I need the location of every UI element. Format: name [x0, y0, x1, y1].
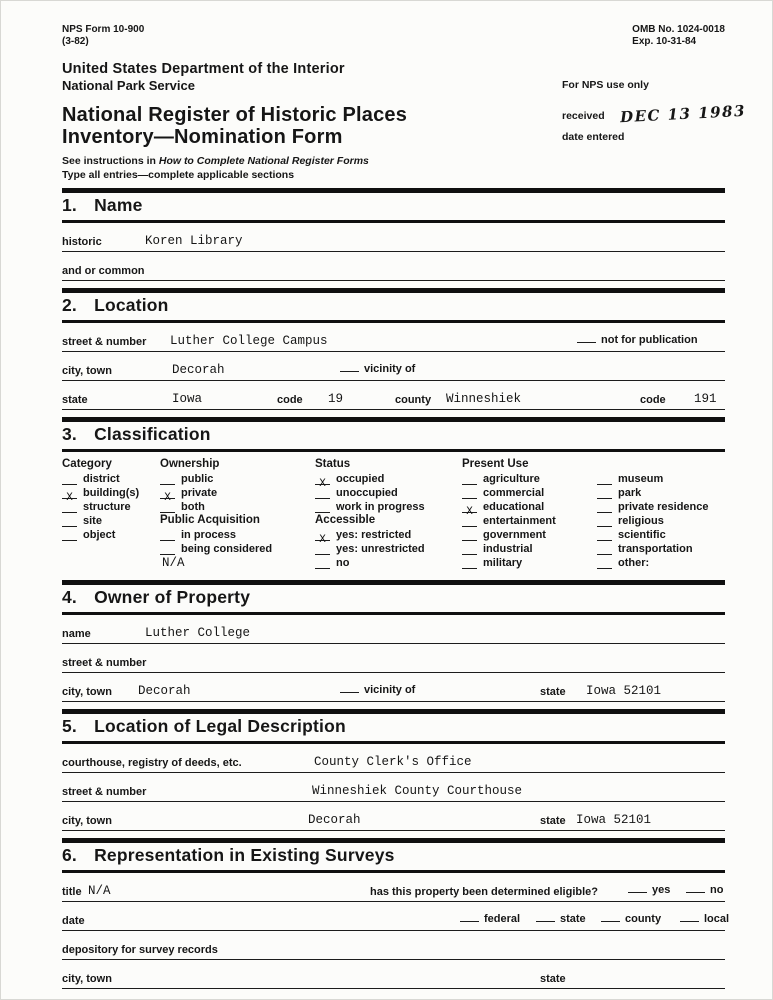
checkbox-blank: [597, 543, 612, 555]
checkbox-blank: [462, 515, 477, 527]
present-use-spacer: [597, 457, 725, 471]
historic-label: historic: [62, 236, 102, 248]
owner-city-value: Decorah: [138, 684, 191, 698]
checkbox-mark: X: [466, 506, 473, 518]
field-row-state: [62, 381, 725, 410]
checkbox-label: agriculture: [483, 473, 540, 485]
level-local-group: [680, 909, 729, 927]
blank-line: [577, 334, 596, 343]
blank-line: [340, 684, 359, 693]
checkbox-label: no: [336, 557, 350, 569]
section-number: 6.: [62, 845, 77, 865]
service-title: National Park Service: [62, 78, 195, 93]
eligible-question: has this property been determined eligible?: [370, 886, 598, 898]
blank-line: [536, 913, 555, 922]
accessible-header: Accessible: [315, 514, 376, 526]
field-row-street: [62, 323, 725, 352]
field-row-owner-name: [62, 615, 725, 644]
received-label: received: [562, 110, 605, 122]
section-header-surveys: [62, 838, 725, 873]
checkbox-label: occupied: [336, 473, 385, 485]
checkbox-label: park: [618, 487, 642, 499]
date-entered-label: date entered: [562, 131, 625, 143]
nps-use-box: [562, 79, 746, 143]
vicinity-label: vicinity of: [364, 363, 416, 375]
checkbox-commercial: [462, 485, 597, 499]
checkbox-blank: [597, 529, 612, 541]
vicinity-group: [340, 359, 415, 377]
section-header-owner: [62, 580, 725, 615]
checkbox-label: yes: unrestricted: [336, 543, 425, 555]
public-acquisition-header: Public Acquisition: [160, 514, 260, 526]
checkbox-blank: [62, 473, 77, 485]
status-column: [315, 457, 462, 570]
blank-line: [680, 913, 699, 922]
legal-state-label: state: [540, 815, 566, 827]
survey-date-label: date: [62, 915, 85, 927]
depository-label: depository for survey records: [62, 944, 218, 956]
checkbox-industrial: [462, 541, 597, 555]
not-for-publication-label: not for publication: [601, 334, 698, 346]
owner-state-value: Iowa 52101: [586, 684, 662, 698]
historic-value: Koren Library: [145, 234, 243, 248]
field-row-common-name: [62, 252, 725, 281]
checkbox-blank: [315, 501, 330, 513]
level-local-label: local: [704, 913, 730, 925]
checkbox-blank: [315, 529, 330, 546]
checkbox-label: site: [83, 515, 102, 527]
courthouse-label: courthouse, registry of deeds, etc.: [62, 757, 242, 769]
checkbox-public: [160, 471, 315, 485]
checkbox-park: [597, 485, 725, 499]
checkbox-mark: X: [66, 492, 73, 504]
level-county-label: county: [625, 913, 662, 925]
blank-line: [601, 913, 620, 922]
category-column: [62, 457, 160, 570]
checkbox-label: government: [483, 529, 546, 541]
checkbox-being-considered: [160, 541, 315, 555]
eligible-yes-group: [628, 880, 670, 898]
form-title-line2: Inventory—Nomination Form: [62, 126, 343, 148]
checkbox-label: public: [181, 473, 214, 485]
checkbox-blank: [462, 501, 477, 518]
instructions-prefix: See instructions in: [62, 155, 159, 167]
checkbox-blank: [62, 487, 77, 504]
blank-line: [628, 884, 647, 893]
checkbox-label: private: [181, 487, 218, 499]
checkbox-label: unoccupied: [336, 487, 398, 499]
checkbox-label: object: [83, 529, 116, 541]
owner-street-label: street & number: [62, 657, 147, 669]
checkbox-military: [462, 555, 597, 569]
checkbox-label: military: [483, 557, 523, 569]
checkbox-label: religious: [618, 515, 664, 527]
code-label: code: [277, 394, 303, 406]
state-code-value: 19: [328, 392, 344, 406]
section-title: Location: [94, 295, 169, 315]
checkbox-blank: [597, 557, 612, 569]
checkbox-private-residence: [597, 499, 725, 513]
checkbox-occupied: [315, 471, 462, 490]
survey-title-label: title: [62, 886, 82, 898]
section-number: 3.: [62, 424, 77, 444]
checkbox-blank: [315, 487, 330, 499]
checkbox-blank: [160, 501, 175, 513]
checkbox-blank: [62, 529, 77, 541]
instructions-line1: [62, 155, 725, 167]
checkbox-educational: [462, 499, 597, 518]
owner-state-label: state: [540, 686, 566, 698]
checkbox-blank: [160, 543, 175, 555]
section-title: Name: [94, 195, 143, 215]
checkbox-label: industrial: [483, 543, 533, 555]
form-header: [62, 61, 746, 181]
form-revision: (3-82): [62, 36, 89, 47]
checkbox-district: [62, 471, 160, 485]
checkbox-entertainment: [462, 513, 597, 527]
field-row-depository: [62, 931, 725, 960]
legal-city-label: city, town: [62, 815, 112, 827]
field-row-owner-city: [62, 673, 725, 702]
checkbox-object: [62, 527, 160, 541]
checkbox-label: being considered: [181, 543, 273, 555]
street-label: street & number: [62, 336, 147, 348]
legal-state-value: Iowa 52101: [576, 813, 652, 827]
ownership-header: Ownership: [160, 458, 220, 470]
checkbox-label: transportation: [618, 543, 693, 555]
section-title: Classification: [94, 424, 211, 444]
checkbox-blank: [462, 557, 477, 569]
field-row-courthouse: [62, 744, 725, 773]
checkbox-blank: [62, 515, 77, 527]
field-row-legal-street: [62, 773, 725, 802]
checkbox-work-in-progress: [315, 499, 462, 513]
state-value: Iowa: [172, 392, 203, 406]
checkbox-blank: [462, 529, 477, 541]
field-row-historic: [62, 223, 725, 252]
form-number-block: [62, 24, 144, 48]
checkbox-label: yes: restricted: [336, 529, 412, 541]
level-state-label: state: [560, 913, 586, 925]
county-value: Winneshiek: [446, 392, 522, 406]
checkbox-blank: [597, 487, 612, 499]
checkbox-unoccupied: [315, 485, 462, 499]
checkbox-mark: X: [319, 478, 326, 490]
checkbox-label: structure: [83, 501, 131, 513]
instructions-manual-title: How to Complete National Register Forms: [158, 155, 369, 167]
category-header: Category: [62, 458, 112, 470]
checkbox-blank: [160, 529, 175, 541]
checkbox-blank: [315, 557, 330, 569]
section-header-legal: [62, 709, 725, 744]
county-label: county: [395, 394, 432, 406]
owner-vicinity-label: vicinity of: [364, 684, 416, 696]
survey-title-value: N/A: [88, 884, 111, 898]
eligible-no-label: no: [710, 884, 724, 896]
section-title: Location of Legal Description: [94, 716, 346, 736]
legal-city-value: Decorah: [308, 813, 361, 827]
checkbox-private: [160, 485, 315, 504]
checkbox-site: [62, 513, 160, 527]
field-row-survey-title: [62, 873, 725, 902]
checkbox-yes-restricted: [315, 527, 462, 546]
checkbox-museum: [597, 471, 725, 485]
nps-use-only-label: For NPS use only: [562, 79, 649, 91]
city-value: Decorah: [172, 363, 225, 377]
checkbox-label: scientific: [618, 529, 666, 541]
public-acquisition-na-value: N/A: [162, 556, 185, 570]
form-meta: [62, 24, 725, 48]
blank-line: [686, 884, 705, 893]
owner-city-label: city, town: [62, 686, 112, 698]
checkbox-blank: [462, 487, 477, 499]
field-row-legal-city: [62, 802, 725, 831]
level-federal-label: federal: [484, 913, 521, 925]
code2-label: code: [640, 394, 666, 406]
level-county-group: [601, 909, 661, 927]
survey-state-label: state: [540, 973, 566, 985]
city-label: city, town: [62, 365, 112, 377]
checkbox-label: private residence: [618, 501, 709, 513]
level-state-group: [536, 909, 586, 927]
checkbox-label: building(s): [83, 487, 140, 499]
checkbox-blank: [462, 473, 477, 485]
received-row: [562, 101, 746, 127]
section-header-name: [62, 188, 725, 223]
checkbox-no: [315, 555, 462, 569]
field-row-owner-street: [62, 644, 725, 673]
field-row-city: [62, 352, 725, 381]
blank-line: [460, 913, 479, 922]
checkbox-blank: [62, 501, 77, 513]
checkbox-label: museum: [618, 473, 664, 485]
checkbox-government: [462, 527, 597, 541]
checkbox-label: other:: [618, 557, 650, 569]
street-value: Luther College Campus: [170, 334, 328, 348]
checkbox-yes-unrestricted: [315, 541, 462, 555]
section-title: Owner of Property: [94, 587, 251, 607]
ownership-column: [160, 457, 315, 570]
checkbox-mark: X: [319, 534, 326, 546]
not-for-publication-group: [577, 330, 698, 348]
checkbox-label: entertainment: [483, 515, 556, 527]
checkbox-religious: [597, 513, 725, 527]
present-use-column-1: [462, 457, 597, 570]
courthouse-value: County Clerk's Office: [314, 755, 472, 769]
checkbox-blank: [160, 487, 175, 504]
omb-expiration: Exp. 10-31-84: [632, 36, 697, 47]
checkbox-blank: [597, 515, 612, 527]
legal-street-label: street & number: [62, 786, 147, 798]
department-title: United States Department of the Interior: [62, 61, 345, 77]
omb-number: OMB No. 1024-0018: [632, 24, 725, 35]
survey-city-label: city, town: [62, 973, 112, 985]
checkbox-blank: [597, 501, 612, 513]
section-title: Representation in Existing Surveys: [94, 845, 395, 865]
checkbox-other: [597, 555, 725, 569]
present-use-header: Present Use: [462, 458, 529, 470]
legal-street-value: Winneshiek County Courthouse: [312, 784, 523, 798]
field-row-survey-city: [62, 960, 725, 989]
level-federal-group: [460, 909, 520, 927]
checkbox-blank: [462, 543, 477, 555]
state-label: state: [62, 394, 88, 406]
checkbox-label: both: [181, 501, 205, 513]
form-number: NPS Form 10-900: [62, 24, 145, 35]
section-number: 5.: [62, 716, 77, 736]
omb-block: [632, 24, 725, 48]
owner-vicinity-group: [340, 680, 415, 698]
section-number: 4.: [62, 587, 77, 607]
checkbox-blank: [315, 473, 330, 490]
common-name-label: and or common: [62, 265, 145, 277]
county-code-value: 191: [694, 392, 717, 406]
checkbox-agriculture: [462, 471, 597, 485]
checkbox-buildings: [62, 485, 160, 504]
checkbox-blank: [315, 543, 330, 555]
received-date-stamp: DEC 13 1983: [619, 101, 746, 127]
section-header-classification: [62, 417, 725, 452]
checkbox-blank: [160, 473, 175, 485]
status-header: Status: [315, 458, 351, 470]
present-use-column-2: [597, 457, 725, 570]
classification-grid: [62, 452, 725, 573]
blank-line: [340, 363, 359, 372]
section-number: 2.: [62, 295, 77, 315]
checkbox-label: district: [83, 473, 120, 485]
eligible-yes-label: yes: [652, 884, 671, 896]
owner-name-label: name: [62, 628, 91, 640]
checkbox-both: [160, 499, 315, 513]
checkbox-transportation: [597, 541, 725, 555]
checkbox-in-process: [160, 527, 315, 541]
form-title-line1: National Register of Historic Places: [62, 104, 408, 126]
instructions-line2: Type all entries—complete applicable sections: [62, 169, 295, 181]
section-header-location: [62, 288, 725, 323]
checkbox-mark: X: [164, 492, 171, 504]
owner-name-value: Luther College: [145, 626, 251, 640]
section-number: 1.: [62, 195, 77, 215]
checkbox-label: educational: [483, 501, 545, 513]
checkbox-label: work in progress: [336, 501, 425, 513]
checkbox-label: commercial: [483, 487, 545, 499]
checkbox-blank: [597, 473, 612, 485]
checkbox-scientific: [597, 527, 725, 541]
checkbox-structure: [62, 499, 160, 513]
eligible-no-group: [686, 880, 723, 898]
field-row-survey-date: [62, 902, 730, 931]
checkbox-label: in process: [181, 529, 237, 541]
